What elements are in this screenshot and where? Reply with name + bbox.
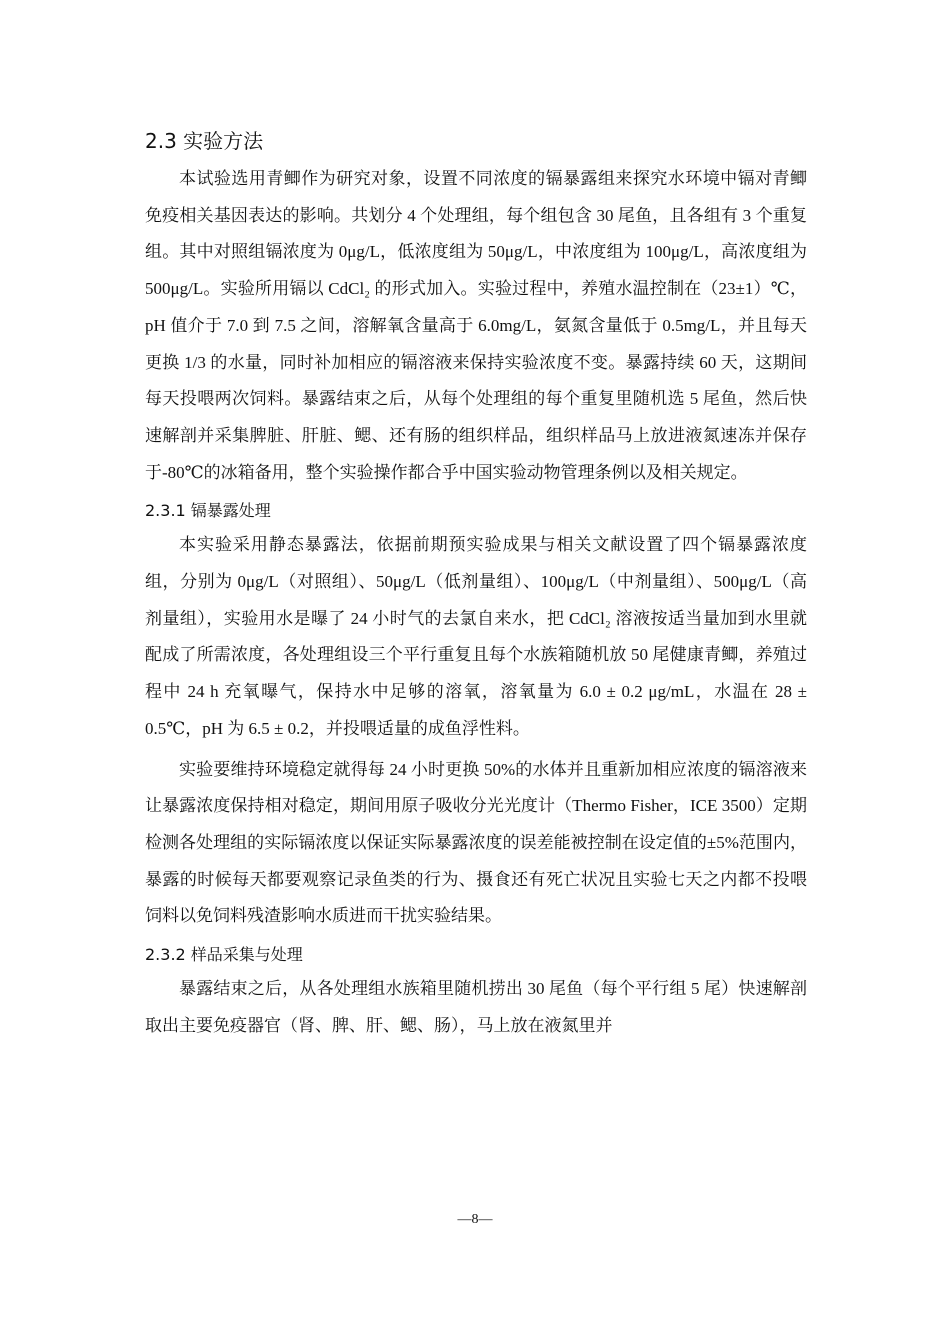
page-number: —8— <box>457 1212 493 1227</box>
subsection-1-paragraph-2: 实验要维持环境稳定就得每 24 小时更换 50%的水体并且重新加相应浓度的镉溶液来让暴露浓度保持相对稳定，期间用原子吸收分光光度计（Thermo Fisher，ICE 3500）定期检测各处理组的实际镉浓度以保证实际暴露浓度的误差能被控制在设定值的±5%范围内，暴露的时候每天都要观察记录鱼类的行为、摄食还有死亡状况且实验七天之内都不投喂饲料以免饲料残渣影响水质进而干扰实验结果。 <box>145 759 807 926</box>
section-heading: 2.3 实验方法 <box>145 129 264 153</box>
subsection-heading-sample-collection: 2.3.2 样品采集与处理 <box>145 945 303 965</box>
section-paragraph: 本试验选用青鲫作为研究对象，设置不同浓度的镉暴露组来探究水环境中镉对青鲫免疫相关基因表达的影响。共划分 4 个处理组，每个组包含 30 尾鱼，且各组有 3 个重复组。其中对照组镉浓度为 0μg/L，低浓度组为 50μg/L，中浓度组为 100μg/L，高浓度组为 500μg/L。实验所用镉以 CdCl₂ 的形式加入。实验过程中，养殖水温控制在（23±1）℃，pH 值介于 7.0 到 7.5 之间，溶解氧含量高于 6.0mg/L，氨氮含量低于 0.5mg/L，并且每天更换 1/3 的水量，同时补加相应的镉溶液来保持实验浓度不变。暴露持续 60 天，这期间每天投喂两次饲料。暴露结束之后，从每个处理组的每个重复里随机选 5 尾鱼，然后快速解剖并采集脾脏、肝脏、鳃、还有肠的组织样品，组织样品马上放进液氮速冻并保存于-80℃的冰箱备用，整个实验操作都合乎中国实验动物管理条例以及相关规定。 <box>145 169 807 482</box>
subsection-2-paragraph: 暴露结束之后，从各处理组水族箱里随机捞出 30 尾鱼（每个平行组 5 尾）快速解剖取出主要免疫器官（肾、脾、肝、鳃、肠），马上放在液氮里并 <box>145 979 807 1035</box>
subsection-1-paragraph-1: 本实验采用静态暴露法，依据前期预实验成果与相关文献设置了四个镉暴露浓度组，分别为 0μg/L（对照组）、50μg/L（低剂量组）、100μg/L（中剂量组）、500μg/L（高剂量组），实验用水是曝了 24 小时气的去氯自来水，把 CdCl₂ 溶液按适当量加到水里就配成了所需浓度，各处理组设三个平行重复且每个水族箱随机放 50 尾健康青鲫，养殖过程中 24 h 充氧曝气，保持水中足够的溶氧，溶氧量为 6.0 ± 0.2 μg/mL，水温在 28 ± 0.5℃，pH 为 6.5 ± 0.2，并投喂适量的成鱼浮性料。 <box>145 535 807 738</box>
document-body <box>145 125 807 1044</box>
subsection-heading-cadmium-exposure: 2.3.1 镉暴露处理 <box>145 501 271 521</box>
